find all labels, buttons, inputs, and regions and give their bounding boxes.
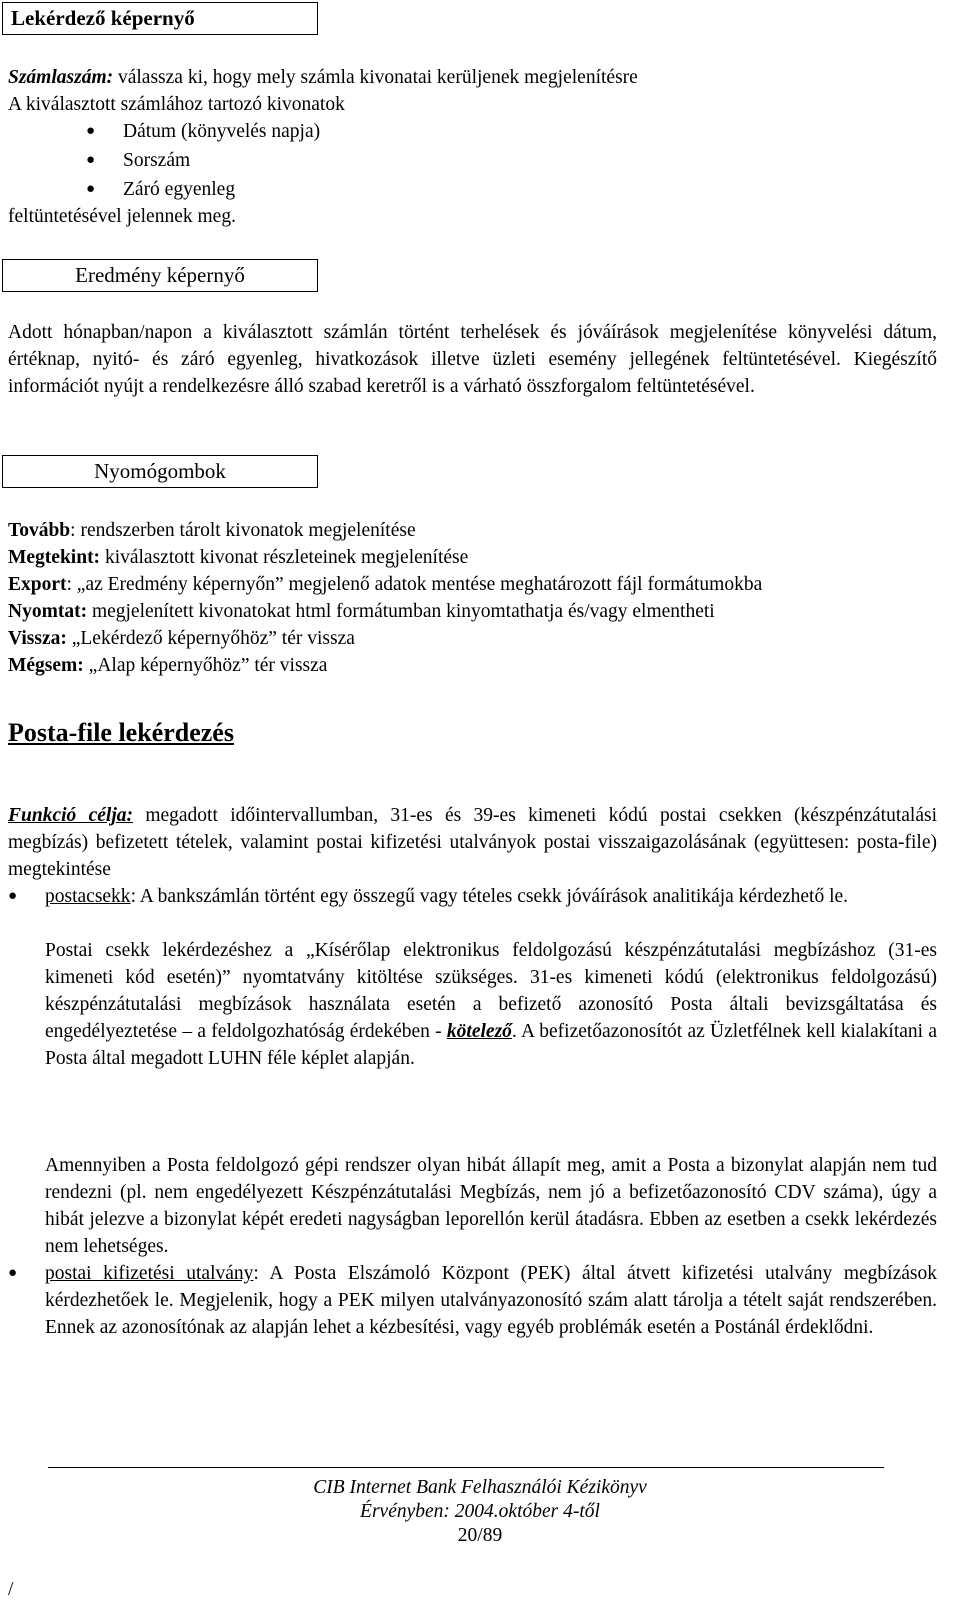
button-label: Megtekint: bbox=[8, 547, 101, 568]
query-screen-heading: Lekérdező képernyő bbox=[2, 2, 318, 35]
purpose-text: megadott időintervallumban, 31-es és 39-es kimeneti kódú postai csekken (készpénzátutalási megbízás) befizetett tételek, valamint postai kifizetési utalványok postai visszaigazolásának (együttesen: posta-file) megtekintése bbox=[8, 805, 937, 880]
list-item: Dátum (könyvelés napja) bbox=[123, 121, 321, 142]
button-label: Tovább bbox=[8, 520, 71, 541]
button-text: kiválasztott kivonat részleteinek megjelenítése bbox=[100, 547, 469, 568]
payment-voucher-text: : A Posta Elszámoló Központ (PEK) által átvett kifizetési utalvány megbízások kérdezhetőek le. Megjelenik, hogy a PEK milyen utalványazonosító szám alatt tárolja a tételt saját rendszerében. Ennek az azonosítónak az alapján lehet a kézbesítési, vagy egyéb problémák esetén a Postánál érdeklődni. bbox=[45, 1263, 937, 1338]
list-item: Sorszám bbox=[123, 150, 191, 171]
bullet-dot: ● bbox=[86, 181, 96, 197]
footer-page-number: 20/89 bbox=[457, 1525, 503, 1546]
bullet-dot: ● bbox=[86, 123, 96, 139]
button-text: : „az Eredmény képernyőn” megjelenő adatok mentése meghatározott fájl formátumokba bbox=[66, 574, 763, 595]
button-label: Mégsem: bbox=[8, 655, 84, 676]
statements-intro: A kiválasztott számlához tartozó kivonatok bbox=[8, 94, 345, 115]
postacsekk-requirements-paragraph bbox=[45, 937, 937, 1072]
postacsekk-link[interactable]: postacsekk bbox=[45, 886, 131, 907]
button-desc-view bbox=[8, 544, 468, 571]
result-screen-paragraph: Adott hónapban/napon a kiválasztott számlán történt terhelések és jóváírások megjelenítése könyvelési dátum, értéknap, nyitó- és záró egyenleg, hivatkozások illetve üzleti esemény jellegének feltüntetésével. Kiegészítő információt nyújt a rendelkezésre álló szabad keretről is a várható összforgalom feltüntetésével. bbox=[8, 322, 937, 397]
buttons-heading: Nyomógombok bbox=[2, 455, 318, 488]
button-text: „Lekérdező képernyőhöz” tér vissza bbox=[66, 628, 355, 649]
button-desc-export bbox=[8, 571, 762, 598]
button-label: Export bbox=[8, 574, 67, 595]
payment-voucher-link[interactable]: postai kifizetési utalvány bbox=[45, 1263, 254, 1284]
bullet-dot: ● bbox=[8, 888, 18, 904]
button-label: Vissza: bbox=[8, 628, 67, 649]
account-number-text: válassza ki, hogy mely számla kivonatai kerüljenek megjelenítésre bbox=[113, 67, 638, 88]
footer-divider bbox=[48, 1467, 884, 1468]
list-item: Záró egyenleg bbox=[123, 179, 236, 200]
button-desc-print bbox=[8, 598, 715, 625]
account-number-label: Számlaszám: bbox=[8, 67, 114, 88]
bullet-dot: ● bbox=[86, 152, 96, 168]
button-desc-next bbox=[8, 517, 416, 544]
requirements-text-a: Postai csekk lekérdezéshez a „Kísérőlap elektronikus feldolgozású készpénzátutalási megbízáshoz (31-es kimeneti kód esetén)” nyomtatvány kitöltése szükséges. 31-es kimeneti kódú (elektronikus feldolgozású) készpénzátutalási megbízások használata esetén a befizető azonosító Posta általi bevizsgáltatása és engedélyeztetése – a feldolgozhatóság érdekében - bbox=[45, 940, 937, 1042]
postacsekk-text: : A bankszámlán történt egy összegű vagy tételes csekk jóváírások analitikája kérdezhető le. bbox=[130, 886, 849, 907]
result-screen-heading: Eredmény képernyő bbox=[2, 259, 318, 292]
button-text: : rendszerben tárolt kivonatok megjelenítése bbox=[70, 520, 416, 541]
account-number-line bbox=[8, 64, 638, 91]
statements-outro: feltüntetésével jelennek meg. bbox=[8, 206, 236, 227]
button-desc-cancel bbox=[8, 652, 327, 679]
corner-mark: / bbox=[8, 1579, 14, 1600]
payment-voucher-paragraph bbox=[45, 1260, 937, 1341]
button-text: „Alap képernyőhöz” tér vissza bbox=[83, 655, 328, 676]
footer-title: CIB Internet Bank Felhasználói Kézikönyv bbox=[313, 1477, 647, 1498]
button-text: megjelenített kivonatokat html formátumban kinyomtathatja és/vagy elmentheti bbox=[87, 601, 715, 622]
purpose-paragraph bbox=[8, 802, 937, 883]
postacsekk-paragraph bbox=[45, 883, 937, 910]
purpose-label: Funkció célja: bbox=[8, 805, 133, 826]
mandatory-emphasis: kötelező bbox=[446, 1021, 512, 1042]
postacsekk-error-paragraph: Amennyiben a Posta feldolgozó gépi rendszer olyan hibát állapít meg, amit a Posta a bizonylat alapján nem tud rendezni (pl. nem engedélyezett Készpénzátutalási Megbízás, nem jó a befizetőazonosító CDV száma), úgy a hibát jelezve a bizonylat képét eredeti nagyságban leporellón kerül átadásra. Ebben az esetben a csekk lekérdezés nem lehetséges. bbox=[45, 1155, 937, 1257]
requirements-text-b: . A befizetőazonosítót az Üzletfélnek kell kialakítani a Posta által megadott LUHN féle képlet alapján. bbox=[45, 1021, 937, 1069]
posta-file-title: Posta-file lekérdezés bbox=[8, 718, 234, 747]
footer-validity: Érvényben: 2004.október 4-től bbox=[360, 1501, 600, 1522]
button-desc-back bbox=[8, 625, 355, 652]
button-label: Nyomtat: bbox=[8, 601, 88, 622]
bullet-dot: ● bbox=[8, 1265, 18, 1281]
